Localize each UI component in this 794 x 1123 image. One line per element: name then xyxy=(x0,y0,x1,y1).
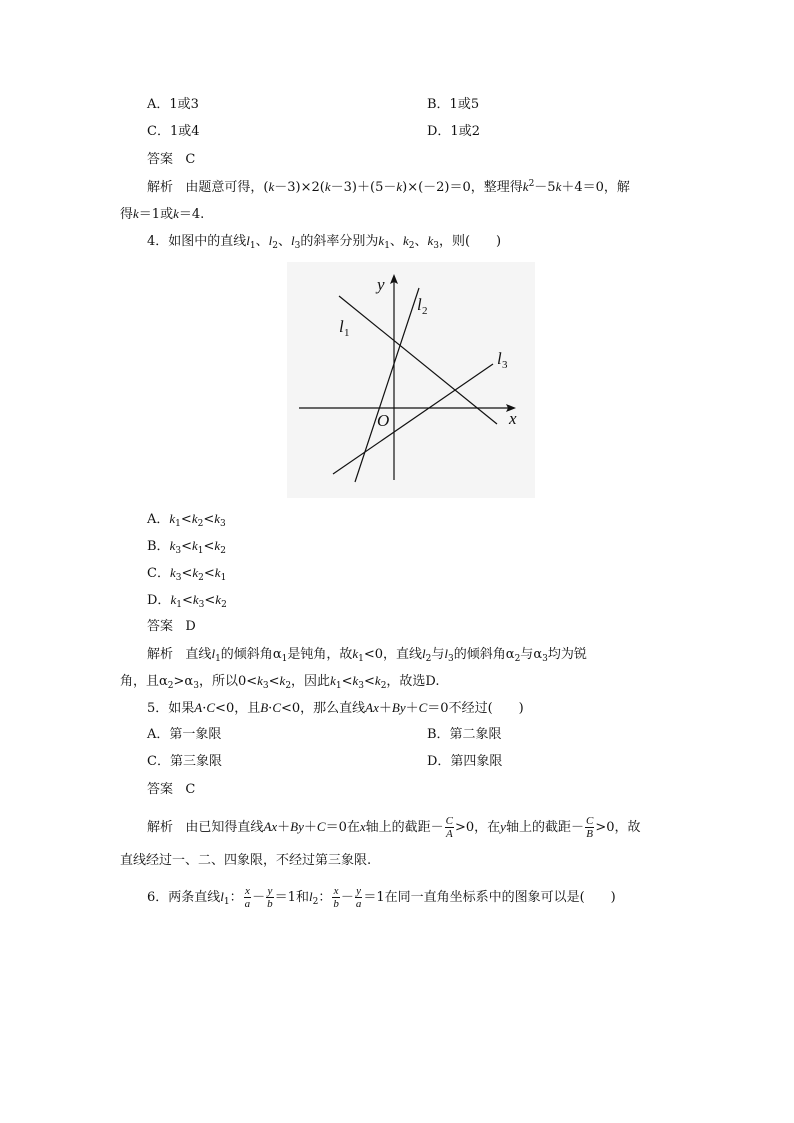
analysis-text: 是钝角，故 xyxy=(287,647,353,662)
stem-text: ，则( ) xyxy=(438,234,502,249)
analysis-text: 直线 xyxy=(185,647,212,662)
analysis-text: <0，直线 xyxy=(363,647,423,662)
q4-analysis-line1: 解析 直线$l_1$的倾斜角$\alpha_1$是钝角，故$k_1<0$，直线$l_2$与$l_3$的倾斜角$\alpha_2$与$\alpha_3$均为锐 xyxy=(147,646,587,664)
q4-answer xyxy=(147,619,196,635)
stem-text: 6．两条直线 xyxy=(147,890,221,905)
analysis-text: 与 xyxy=(520,647,534,662)
q4-option-c: C．$k_3<k_2<k_1$ xyxy=(147,565,227,583)
analysis-text: 由已知得直线 xyxy=(185,820,264,835)
q5-analysis-line1: 解析 由已知得直线Ax＋By＋C＝0在x轴上的截距－ $\frac{C}{A}$ >0，在y轴上的截距－ $\frac{C}{B}$ >0，故 xyxy=(147,815,641,840)
fraction-x-over-a: $\frac{x}{a}$ xyxy=(244,885,251,910)
analysis-text: ，因此 xyxy=(291,674,331,689)
q5-option-d: D．第四象限 xyxy=(427,754,503,769)
l2-subscript: 2 xyxy=(422,305,428,317)
analysis-label: 解析 xyxy=(147,820,174,835)
stem-text: <0，那么直线 xyxy=(280,701,366,716)
analysis-text: 的倾斜角 xyxy=(220,647,273,662)
q3-answer xyxy=(147,152,195,168)
answer-label: 答案 xyxy=(147,782,174,797)
analysis-text: 的倾斜角 xyxy=(453,647,506,662)
fraction-c-over-b: $\frac{C}{B}$ xyxy=(585,815,594,840)
stem-text: 的斜率分别为 xyxy=(300,234,379,249)
answer-value: D xyxy=(185,619,196,634)
q3-option-c: C．1或4 xyxy=(147,124,200,139)
stem-text: 4．如图中的直线 xyxy=(147,234,247,249)
option-letter: D． xyxy=(147,593,171,608)
l1-subscript: 1 xyxy=(344,327,350,339)
q5-option-c: C．第三象限 xyxy=(147,754,222,769)
analysis-text: －3)×2( xyxy=(274,180,325,195)
analysis-text: ，所以0< xyxy=(198,674,258,689)
q5-analysis-line2: 直线经过一、二、四象限，不经过第三象限. xyxy=(120,853,372,868)
analysis-text: －3)＋(5－ xyxy=(330,180,397,195)
line-l3 xyxy=(333,364,493,474)
option-letter: B． xyxy=(147,539,170,554)
q4-option-a: A．$k_1<k_2<k_3$ xyxy=(147,511,226,529)
fraction-y-over-b: $\frac{y}{b}$ xyxy=(267,885,273,910)
q3-analysis-line1: 解析 由题意可得，(k－3)×2(k－3)＋(5－k)×(－2)＝0，整理得$k^2-5k+4=0$，解 xyxy=(147,179,630,195)
answer-label: 答案 xyxy=(147,619,174,634)
stem-text: 5．如果 xyxy=(147,701,195,716)
analysis-text: ＝4. xyxy=(178,207,205,222)
q3-option-d: D．1或2 xyxy=(427,124,480,139)
q4-figure xyxy=(287,262,535,498)
answer-value: C xyxy=(185,152,196,167)
analysis-text: 与 xyxy=(431,647,445,662)
analysis-text: ＋4＝0，解 xyxy=(561,180,630,195)
q4-option-b: B．$k_3<k_1<k_2$ xyxy=(147,538,226,556)
q5-option-a: A．第一象限 xyxy=(147,727,222,742)
q6-stem: 6．两条直线$l_1$： $\frac{x}{a}$ － $\frac{y}{b}$ ＝1和$l_2$： $\frac{x}{b}$ － $\frac{y}{a}$ ＝1在同一直角坐标系中的图象可以是( ) xyxy=(147,885,616,910)
origin-label: O xyxy=(377,411,390,430)
q3-option-b: B．1或5 xyxy=(427,97,480,112)
analysis-text: >0，在 xyxy=(455,820,501,835)
l1-label: l xyxy=(339,317,344,336)
analysis-text: 均为锐 xyxy=(547,647,587,662)
q4-analysis-line2: 角，且$\alpha_2>\alpha_3$，所以$0<k_3<k_2$，因此$k_1<k_3<k_2$，故选D. xyxy=(120,673,440,691)
analysis-text: ＝1或 xyxy=(138,207,174,222)
q3-analysis-line2: 得k＝1或k＝4. xyxy=(120,206,205,222)
analysis-text: >0，故 xyxy=(595,820,641,835)
analysis-text: 轴上的截距－ xyxy=(365,820,444,835)
q5-answer xyxy=(147,782,195,798)
stem-text: ＝0不经过( ) xyxy=(427,701,524,716)
stem-text: <0，且 xyxy=(215,701,261,716)
fraction-c-over-a: $\frac{C}{A}$ xyxy=(445,815,453,840)
l3-subscript: 3 xyxy=(502,359,508,371)
analysis-text: ，故选D. xyxy=(386,674,440,689)
analysis-text: 角，且 xyxy=(120,674,160,689)
stem-text: ＝1和 xyxy=(274,890,309,905)
y-axis-label: y xyxy=(377,275,385,294)
analysis-label: 解析 xyxy=(147,180,174,195)
analysis-text: ＝0在 xyxy=(325,820,360,835)
q4-option-d: D．$k_1<k_3<k_2$ xyxy=(147,592,227,610)
answer-value: C xyxy=(185,782,196,797)
answer-label: 答案 xyxy=(147,152,174,167)
option-letter: C． xyxy=(147,566,170,581)
coordinate-figure xyxy=(287,262,535,498)
line-l1 xyxy=(339,296,497,424)
analysis-label: 解析 xyxy=(147,647,174,662)
q3-option-a: A．1或3 xyxy=(147,97,199,112)
fraction-y-over-a: $\frac{y}{a}$ xyxy=(355,885,362,910)
q5-stem: 5．如果A·C<0，且B·C<0，那么直线Ax＋By＋C＝0不经过( ) xyxy=(147,700,524,716)
fraction-x-over-b: $\frac{x}{b}$ xyxy=(333,885,339,910)
l2-label: l xyxy=(417,295,422,314)
analysis-text: 由题意可得，( xyxy=(185,180,269,195)
stem-text: ＝1在同一直角坐标系中的图象可以是( ) xyxy=(363,890,616,905)
q5-option-b: B．第二象限 xyxy=(427,727,502,742)
analysis-text: 轴上的截距－ xyxy=(505,820,584,835)
analysis-text: )×(－2)＝0，整理得 xyxy=(402,180,523,195)
l3-label: l xyxy=(497,349,502,368)
x-axis-label: x xyxy=(509,409,517,428)
q4-stem: 4．如图中的直线$l_1$、$l_2$、$l_3$的斜率分别为$k_1$、$k_2$、$k_3$，则( ) xyxy=(147,233,502,251)
option-letter: A． xyxy=(147,512,170,527)
analysis-text: －5 xyxy=(534,180,556,195)
analysis-text: 得 xyxy=(120,207,134,222)
